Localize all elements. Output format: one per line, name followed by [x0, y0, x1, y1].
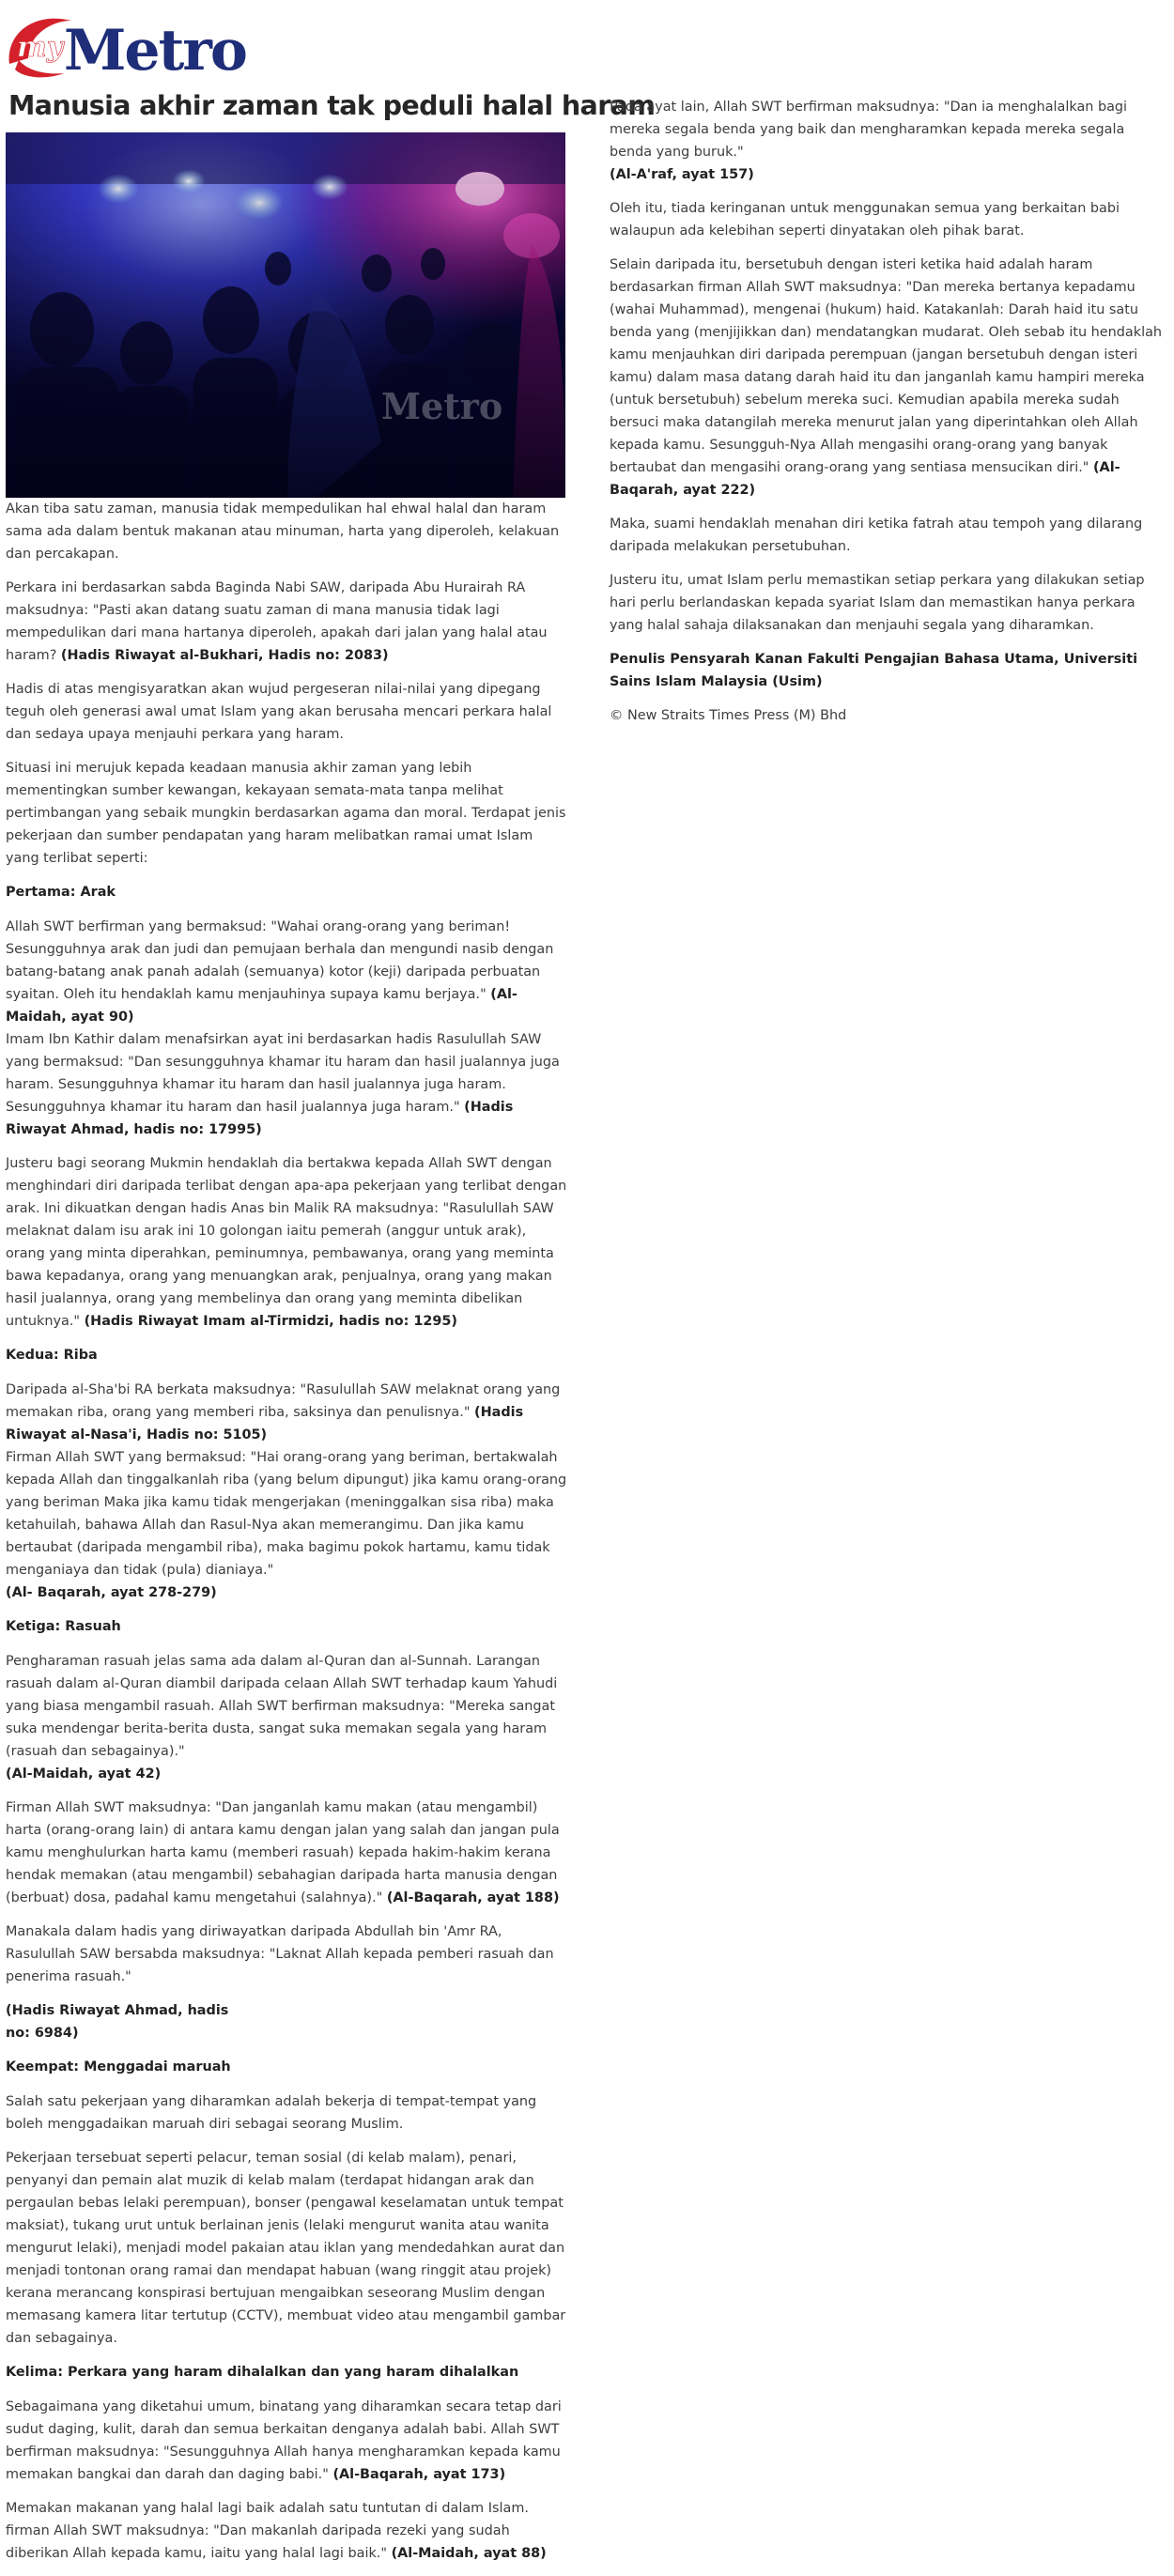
- citation: (Hadis Riwayat al-Bukhari, Hadis no: 2083): [60, 648, 389, 663]
- section-heading-rasuah: Ketiga: Rasuah: [6, 1619, 121, 1634]
- paragraph: Salah satu pekerjaan yang diharamkan adalah bekerja di tempat-tempat yang boleh menggadaikan maruah diri sebagai seorang Muslim.: [6, 2094, 537, 2132]
- citation: (Al-Maidah, ayat 88): [391, 2546, 547, 2561]
- paragraph: Allah SWT berfirman yang bermaksud: "Wahai orang-orang yang beriman! Sesungguhnya arak dan judi dan pemujaan berhala dan mengundi nasib dengan batang-batang anak panah adalah (semuanya) kotor (keji) daripada perbuatan syaitan. Oleh itu hendaklah kamu menjauhinya supaya kamu berjaya." (Al-Maidah, ayat 90): [6, 919, 554, 1025]
- paragraph: Situasi ini merujuk kepada keadaan manusia akhir zaman yang lebih mementingkan sumber kewangan, kekayaan semata-mata tanpa melihat pertimbangan yang sebaik mungkin berdasarkan agama dan moral. Terdapat jenis pekerjaan dan sumber pendapatan yang haram melibatkan ramai umat Islam yang terlibat seperti:: [6, 761, 566, 866]
- citation: (Hadis Riwayat Imam al-Tirmidzi, hadis no: 1295): [84, 1314, 457, 1329]
- article-body-right: [610, 96, 1169, 738]
- paragraph: Imam Ibn Kathir dalam menafsirkan ayat ini berdasarkan hadis Rasulullah SAW yang bermaksud: "Dan sesungguhnya khamar itu haram dan hasil jualannya juga haram. Sesungguhnya khamar itu haram dan hasil jualannya juga haram. Sesungguhnya khamar itu haram dan hasil jualannya juga haram." (Hadis Riwayat Ahmad, hadis no: 17995): [6, 1032, 560, 1137]
- paragraph: Justeru bagi seorang Mukmin hendaklah dia bertakwa kepada Allah SWT dengan menghindari diri daripada terlibat dengan apa-apa pekerjaan yang terlibat dengan arak. Ini dikuatkan dengan hadis Anas bin Malik RA maksudnya: "Rasulullah SAW melaknat dalam isu arak ini 10 golongan iaitu pemerah (anggur untuk arak), orang yang minta diperahkan, peminumnya, pembawanya, orang yang meminta bawa kepadanya, orang yang menuangkan arak, penjualnya, orang yang makan hasil jualannya, orang yang membelinya dan orang yang meminta dibelikan untuknya." (Hadis Riwayat Imam al-Tirmidzi, hadis no: 1295): [6, 1156, 567, 1329]
- article-body-left: [6, 498, 569, 2576]
- paragraph: Hadis di atas mengisyaratkan akan wujud pergeseran nilai-nilai yang dipegang teguh oleh generasi awal umat Islam yang akan berusaha mencari perkara halal dan sedaya upaya menjauhi perkara yang haram.: [6, 682, 552, 742]
- nightclub-crowd-image: [6, 132, 565, 498]
- citation: (Hadis Riwayat Ahmad, hadis no: 17995): [6, 1100, 514, 1137]
- paragraph: [6, 1999, 569, 2044]
- copyright: © New Straits Times Press (M) Bhd: [610, 708, 847, 723]
- paragraph: Firman Allah SWT maksudnya: "Dan janganlah kamu makan (atau mengambil) harta (orang-orang lain) di antara kamu dengan jalan yang salah dan jangan pula kamu menghulurkan harta kamu (memberi rasuah) kepada hakim-hakim kerana hendak memakan (atau mengambil) sebahagian daripada harta manusia dengan (berbuat) dosa, padahal kamu mengetahui (salahnya)." (Al-Baqarah, ayat 188): [6, 1800, 560, 1905]
- citation: (Al-A'raf, ayat 157): [610, 167, 754, 182]
- section-heading-arak: Pertama: Arak: [6, 885, 116, 900]
- citation: (Al-Maidah, ayat 42): [6, 1766, 162, 1782]
- section-heading-maruah: Keempat: Menggadai maruah: [6, 2059, 231, 2075]
- citation: (Al-Baqarah, ayat 188): [386, 1890, 560, 1905]
- logo-metro: Metro: [64, 18, 246, 83]
- paragraph: Justeru itu, umat Islam perlu memastikan setiap perkara yang dilakukan setiap hari perlu berlandaskan kepada syariat Islam dan memastikan hanya perkara yang halal sahaja dilaksanakan dan menjauhi segala yang diharamkan.: [610, 573, 1145, 633]
- paragraph: Firman Allah SWT yang bermaksud: "Hai orang-orang yang beriman, bertakwalah kepada Allah dan tinggalkanlah riba (yang belum dipungut) jika kamu orang-orang yang beriman Maka jika kamu tidak mengerjakan (meninggalkan sisa riba) maka ketahuilah, bahawa Allah dan Rasul-Nya akan memerangimu. Dan jika kamu bertaubat (daripada mengambil riba), maka bagimu pokok hartamu, kamu tidak menganiaya dan tidak (pula) dianiaya." (Al- Baqarah, ayat 278-279): [6, 1450, 567, 1600]
- logo-my: my: [17, 31, 64, 64]
- paragraph: Oleh itu, tiada keringanan untuk menggunakan semua yang berkaitan babi walaupun ada kelebihan seperti dinyatakan oleh pihak barat.: [610, 201, 1120, 239]
- paragraph: Manakala dalam hadis yang diriwayatkan daripada Abdullah bin 'Amr RA, Rasulullah SAW bersabda maksudnya: "Laknat Allah kepada pemberi rasuah dan penerima rasuah.": [6, 1924, 554, 1984]
- paragraph: Selain daripada itu, bersetubuh dengan isteri ketika haid adalah haram berdasarkan firman Allah SWT maksudnya: "Dan mereka bertanya kepadamu (wahai Muhammad), mengenai (hukum) haid. Katakanlah: Darah haid itu satu benda yang (menjijikkan dan) mendatangkan mudarat. Oleh sebab itu hendaklah kamu menjauhkan diri daripada perempuan (jangan bersetubuh dengan isteri kamu) dalam masa datang darah haid itu dan janganlah kamu hampiri mereka (untuk bersetubuh) sebelum mereka suci. Kemudian apabila mereka sudah bersuci maka datangilah mereka menurut jalan yang diperintahkan oleh Allah kepada kamu. Sesungguh-Nya Allah mengasihi orang-orang yang banyak bertaubat dan mengasihi orang-orang yang sentiasa mensucikan diri." (Al-Baqarah, ayat 222): [610, 257, 1163, 498]
- paragraph: Pekerjaan tersebuat seperti pelacur, teman sosial (di kelab malam), penari, penyanyi dan pemain alat muzik di kelab malam (terdapat hidangan arak dan pergaulan bebas lelaki perempuan), bonser (pengawal keselamatan untuk tempat maksiat), tukang urut untuk berlainan jenis (lelaki mengurut wanita atau wanita mengurut lelaki), menjadi model pakaian atau iklan yang mendedahkan aurat dan menjadi tontonan orang ramai dan mendapat habuan (wang ringgit atau projek) kerana merancang konspirasi bertujuan mengaibkan seseorang Muslim dengan memasang kamera litar tertutup (CCTV), membuat video atau mengambil gambar dan sebagainya.: [6, 2151, 566, 2346]
- paragraph: Daripada al-Sha'bi RA berkata maksudnya: "Rasulullah SAW melaknat orang yang memakan riba, orang yang memberi riba, saksinya dan penulisnya." (Hadis Riwayat al-Nasa'i, Hadis no: 5105): [6, 1382, 561, 1442]
- author-note: Penulis Pensyarah Kanan Fakulti Pengajian Bahasa Utama, Universiti Sains Islam Malaysia (Usim): [610, 652, 1138, 689]
- citation: no: 6984): [6, 2026, 79, 2041]
- section-heading-riba: Kedua: Riba: [6, 1348, 98, 1363]
- paragraph: Akan tiba satu zaman, manusia tidak mempedulikan hal ehwal halal dan haram sama ada dalam bentuk makanan atau minuman, harta yang diperoleh, kelakuan dan percakapan.: [6, 501, 560, 562]
- citation: (Hadis Riwayat al-Nasa'i, Hadis no: 5105): [6, 1405, 524, 1442]
- paragraph: Pada ayat lain, Allah SWT berfirman maksudnya: "Dan ia menghalalkan bagi mereka segala benda yang baik dan mengharamkan kepada mereka segala benda yang buruk." (Al-A'raf, ayat 157): [610, 100, 1128, 182]
- citation: (Al-Maidah, ayat 90): [6, 987, 517, 1025]
- paragraph: Sebagaimana yang diketahui umum, binatang yang diharamkan secara tetap dari sudut daging, kulit, darah dan semua berkaitan denganya adalah babi. Allah SWT berfirman maksudnya: "Sesungguhnya Allah hanya mengharamkan kepada kamu memakan bangkai dan darah dan daging babi." (Al-Baqarah, ayat 173): [6, 2399, 562, 2482]
- paragraph: Memakan makanan yang halal lagi baik adalah satu tuntutan di dalam Islam. firman Allah SWT maksudnya: "Dan makanlah daripada rezeki yang sudah diberikan Allah kepada kamu, iaitu yang halal lagi baik." (Al-Maidah, ayat 88): [6, 2501, 547, 2561]
- mymetro-logo: [6, 8, 287, 83]
- citation: (Al- Baqarah, ayat 278-279): [6, 1585, 217, 1600]
- section-heading-kelima: Kelima: Perkara yang haram dihalalkan dan yang haram dihalalkan: [6, 2365, 519, 2380]
- photo-watermark: Metro: [381, 385, 503, 427]
- citation: (Al-Baqarah, ayat 222): [610, 460, 1120, 498]
- paragraph: Maka, suami hendaklah menahan diri ketika fatrah atau tempoh yang dilarang daripada melakukan persetubuhan.: [610, 517, 1143, 554]
- paragraph: Pengharaman rasuah jelas sama ada dalam al-Quran dan al-Sunnah. Larangan rasuah dalam al-Quran diambil daripada celaan Allah SWT terhadap kaum Yahudi yang biasa mengambil rasuah. Allah SWT berfirman maksudnya: "Mereka sangat suka mendengar berita-berita dusta, sangat suka memakan segala yang haram (rasuah dan sebagainya)." (Al-Maidah, ayat 42): [6, 1654, 558, 1782]
- article-headline: Manusia akhir zaman tak peduli halal haram: [8, 90, 656, 121]
- citation: (Al-Baqarah, ayat 173): [332, 2467, 506, 2482]
- article-photo: [6, 132, 565, 498]
- paragraph: Perkara ini berdasarkan sabda Baginda Nabi SAW, daripada Abu Hurairah RA maksudnya: "Pasti akan datang suatu zaman di mana manusia tidak lagi mempedulikan dari mana hartanya diperoleh, apakah dari jalan yang halal atau haram? (Hadis Riwayat al-Bukhari, Hadis no: 2083): [6, 580, 548, 663]
- citation: (Hadis Riwayat Ahmad, hadis: [6, 2003, 229, 2018]
